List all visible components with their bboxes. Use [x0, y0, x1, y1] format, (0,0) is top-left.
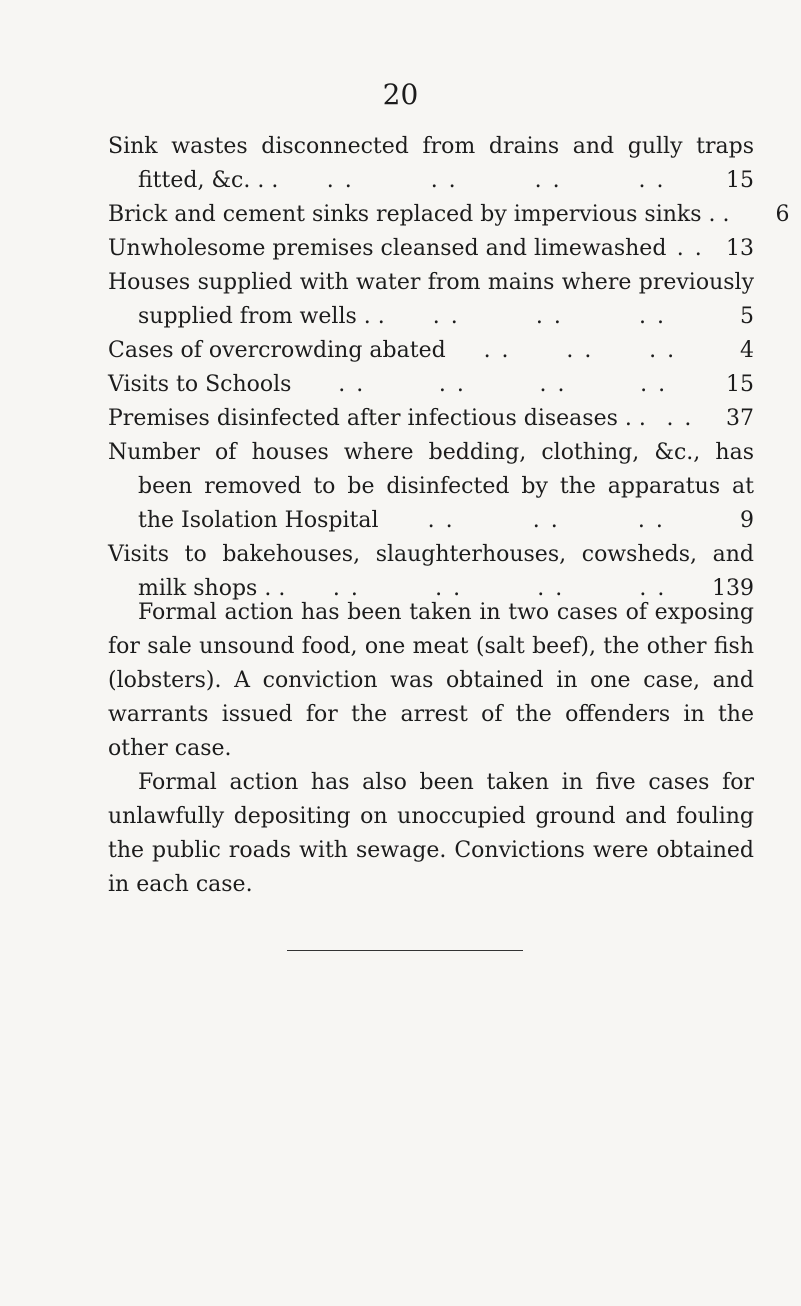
leader-dot-group: . . — [638, 304, 666, 329]
leader-dot-group: . . — [438, 372, 466, 397]
statistics-list — [108, 130, 790, 606]
row-value: 9 — [740, 508, 754, 533]
statistics-row — [108, 334, 754, 368]
leader-dot-group: . . — [640, 372, 668, 397]
statistics-row — [108, 470, 754, 504]
row-label: been removed to be disinfected by the apparatus at — [138, 474, 754, 499]
leader-dot-group: . . — [326, 168, 354, 193]
paragraph: Formal action has been taken in two cases of exposing for sale unsound food, one meat (salt beef), the other fish (lobsters). A conviction was obtained in one case, and warrants issued for the arrest of the offenders in the other case. — [108, 600, 754, 761]
leader-dots — [291, 368, 710, 402]
leader-dot-group: . . — [638, 168, 666, 193]
leader-dot-group: . . — [666, 406, 694, 431]
row-label: milk shops . . — [138, 576, 286, 601]
statistics-row — [108, 130, 754, 164]
row-value: 15 — [726, 168, 754, 193]
row-label: Sink wastes disconnected from drains and gully traps — [108, 134, 754, 159]
row-label: Number of houses where bedding, clothing, &c., has — [108, 440, 754, 465]
leader-dot-group: . . — [534, 168, 562, 193]
statistics-row — [108, 402, 754, 436]
leader-dot-group: . . — [676, 236, 704, 261]
row-label: Visits to bakehouses, slaughterhouses, cowsheds, and — [108, 542, 754, 567]
row-label: Visits to Schools — [108, 372, 292, 397]
leader-dots — [278, 164, 710, 198]
statistics-row — [108, 504, 754, 538]
statistics-row — [108, 266, 754, 300]
leader-dot-group: . . — [566, 338, 594, 363]
leader-dot-group: . . — [430, 168, 458, 193]
end-rule — [287, 950, 523, 951]
leader-dots — [666, 232, 710, 266]
leader-dot-group: . . — [535, 304, 563, 329]
row-value: 15 — [726, 372, 754, 397]
row-label: the Isolation Hospital — [138, 508, 379, 533]
statistics-row — [108, 538, 754, 572]
leader-dot-group: . . — [435, 576, 463, 601]
leader-dot-group: . . — [532, 508, 560, 533]
row-label: Houses supplied with water from mains where previously — [108, 270, 754, 295]
statistics-row — [108, 198, 790, 232]
row-value: 139 — [712, 576, 754, 601]
row-value: 4 — [740, 338, 754, 363]
row-value: 5 — [740, 304, 754, 329]
row-label: Premises disinfected after infectious diseases . . — [108, 406, 646, 431]
row-label: Brick and cement sinks replaced by impervious sinks . . — [108, 202, 730, 227]
row-value: 13 — [726, 236, 754, 261]
statistics-row — [108, 300, 754, 334]
statistics-row — [108, 368, 754, 402]
row-label: Cases of overcrowding abated — [108, 338, 446, 363]
row-label: fitted, &c. . . — [138, 168, 279, 193]
page-number: 20 — [382, 78, 419, 111]
body-text — [108, 596, 754, 902]
row-value: 6 — [775, 202, 790, 227]
leader-dots — [385, 300, 710, 334]
leader-dot-group: . . — [637, 508, 665, 533]
statistics-row — [108, 164, 754, 198]
leader-dot-group: . . — [338, 372, 366, 397]
paragraph: Formal action has also been taken in five cases for unlawfully depositing on unoccupied ground and fouling the public roads with sewage. Convictions were obtained in each case. — [108, 770, 754, 897]
leader-dot-group: . . — [432, 304, 460, 329]
leader-dots — [446, 334, 710, 368]
leader-dots — [379, 504, 710, 538]
row-label: supplied from wells . . — [138, 304, 385, 329]
leader-dot-group: . . — [427, 508, 455, 533]
statistics-row — [108, 436, 754, 470]
leader-dot-group: . . — [539, 372, 567, 397]
leader-dot-group: . . — [649, 338, 677, 363]
row-value: 37 — [726, 406, 754, 431]
leader-dot-group: . . — [483, 338, 511, 363]
leader-dot-group: . . — [332, 576, 360, 601]
row-label: Unwholesome premises cleansed and limewashed — [108, 236, 667, 261]
leader-dot-group: . . — [537, 576, 565, 601]
leader-dot-group: . . — [639, 576, 667, 601]
statistics-row — [108, 232, 754, 266]
leader-dots — [646, 402, 710, 436]
